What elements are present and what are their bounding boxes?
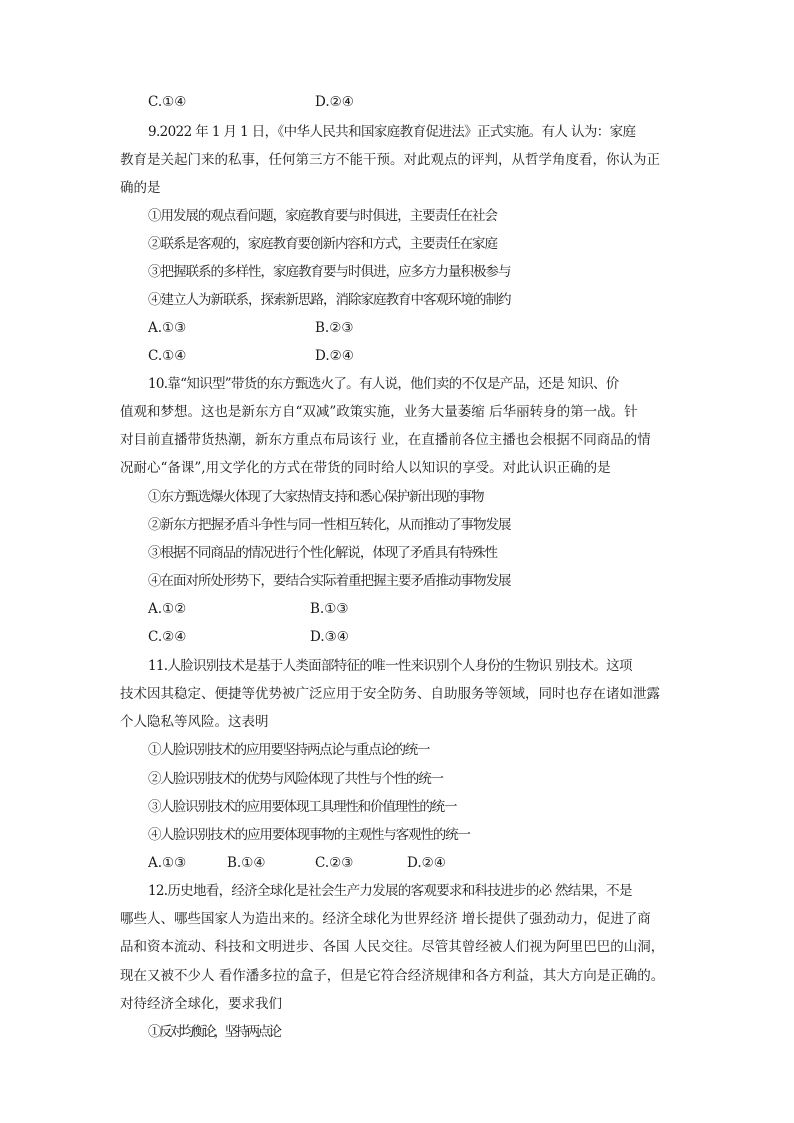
q10-item-4: ④在面对所处形势下，要结合实际着重把握主要矛盾推动事物发展 [148,573,511,589]
q12-stem-line-1: 12.历史地看，经济全球化是社会生产力发展的客观要求和科技进步的必 然结果，不是 [148,883,632,899]
q10-item-2: ②新东方把握矛盾斗争性与同一性相互转化，从而推动了事物发展 [148,517,511,533]
q9-item-3: ③把握联系的多样性，家庭教育要与时俱进，应多方力量积极参与 [148,264,511,280]
q11-option-b: B.①④ [227,855,266,871]
q9-option-a: A.①③ [148,320,187,336]
q9-option-d: D.②④ [315,348,354,364]
q10-option-c: C.②④ [148,629,187,645]
q9-stem-line-1: 9.2022 年 1 月 1 日，《中华人民共和国家庭教育促进法》正式实施。有人 认为：家庭 [148,124,636,140]
q10-option-b: B.①③ [310,601,349,617]
q10-stem-line-4: 况耐心“备课”,用文学化的方式在带货的同时给人以知识的享受。对此认识正确的是 [120,460,611,476]
q9-option-b: B.②③ [315,320,354,336]
q11-stem-line-2: 技术因其稳定、便捷等优势被广泛应用于安全防务、自助服务等领域，同时也存在诸如泄露 [120,686,660,702]
q12-stem-line-3: 品和资本流动、科技和文明进步、各国 人民交往。尽管其曾经被人们视为阿里巴巴的山洞， [120,939,665,955]
q9-option-c: C.①④ [148,348,187,364]
q9-stem-line-2: 教育是关起门来的私事，任何第三方不能干预。对此观点的评判，从哲学角度看，你认为正 [120,152,660,168]
q11-item-1: ①人脸识别技术的应用要坚持两点论与重点论的统一 [148,742,430,758]
q11-option-a: A.①③ [148,855,187,871]
q11-option-c: C.②③ [315,855,354,871]
q10-stem-line-1: 10.靠“知识型”带货的东方甄选火了。有人说，他们卖的不仅是产品，还是 知识、价 [148,376,619,392]
q9-item-4: ④建立人为新联系，探索新思路，消除家庭教育中客观环境的制约 [148,292,511,308]
q11-stem-line-3: 个人隐私等风险。这表明 [120,714,269,730]
q10-stem-line-2: 值观和梦想。这也是新东方自“双减”政策实施，业务大量萎缩 后华丽转身的第一战。针 [120,404,638,420]
q12-stem-line-2: 哪些人、哪些国家人为造出来的。经济全球化为世界经济 增长提供了强劲动力，促进了商 [120,911,651,927]
q10-item-1: ①东方甄选爆火体现了大家热情支持和悉心保护新出现的事物 [148,489,484,505]
q9-stem-line-3: 确的是 [120,180,161,196]
q11-option-d: D.②④ [407,855,446,871]
q9-item-1: ①用发展的观点看问题，家庭教育要与时俱进，主要责任在社会 [148,208,497,224]
q9-item-2: ②联系是客观的，家庭教育要创新内容和方式，主要责任在家庭 [148,236,497,252]
q11-stem-line-1: 11.人脸识别技术是基于人类面部特征的唯一性来识别个人身份的生物识 别技术。这项 [148,658,632,674]
q8-option-c: C.①④ [148,94,187,110]
q11-item-2: ②人脸识别技术的优势与风险体现了共性与个性的统一 [148,771,443,787]
q10-item-3: ③根据不同商品的情况进行个性化解说，体现了矛盾具有特殊性 [148,545,497,561]
q10-stem-line-3: 对目前直播带货热潮，新东方重点布局该行 业，在直播前各位主播也会根据不同商品的情 [120,432,651,448]
q8-option-d: D.②④ [315,94,354,110]
q12-stem-line-5: 对待经济全球化，要求我们 [120,996,282,1012]
q10-option-d: D.③④ [310,629,349,645]
q11-item-4: ④人脸识别技术的应用要体现事物的主观性与客观性的统一 [148,827,470,843]
q12-stem-line-4: 现在又被不少人 看作潘多拉的盒子，但是它符合经济规律和各方利益，其大方向是正确的。 [120,968,665,984]
q12-item-1: ①反对均衡论，坚持两点论 [148,1024,280,1040]
q11-item-3: ③人脸识别技术的应用要体现工具理性和价值理性的统一 [148,799,457,815]
q10-option-a: A.①② [148,601,187,617]
